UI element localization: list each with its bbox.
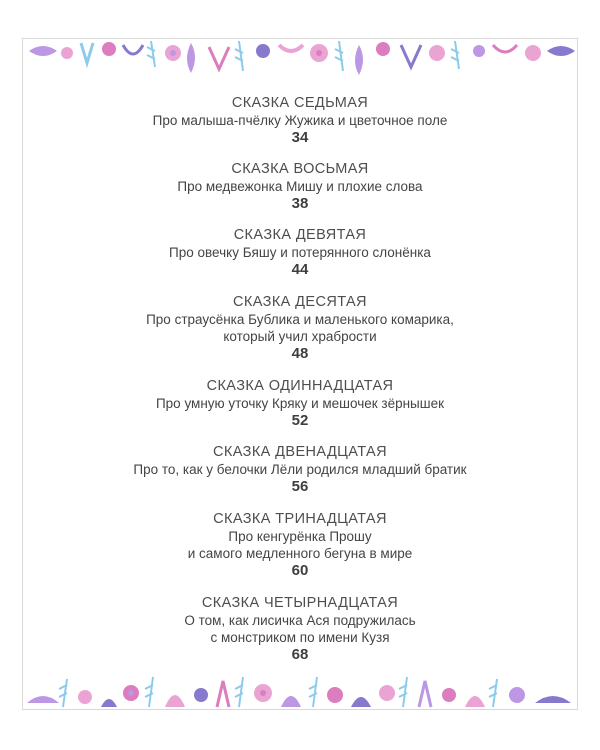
toc-entry-title: СКАЗКА ТРИНАДЦАТАЯ [213,511,387,527]
toc-entry[interactable] [23,378,577,430]
toc-entry-description: Про овечку Бяшу и потерянного слонёнка [169,245,431,260]
toc-entry-page-number: 44 [291,261,309,278]
toc-entry-title: СКАЗКА ДЕВЯТАЯ [233,227,367,243]
toc-entry[interactable] [23,294,577,363]
toc-entry-page-number: 56 [291,478,309,495]
toc-entry-title: СКАЗКА ОДИННАДЦАТАЯ [206,378,394,394]
toc-entry-title: СКАЗКА СЕДЬМАЯ [231,95,369,111]
toc-entry-page-number: 38 [291,195,309,212]
toc-entry-description: Про умную уточку Кряку и мешочек зёрнышек [155,396,445,411]
toc-entry-description: Про страусёнка Бублика и маленького комарика, [146,312,454,327]
toc-entry-page-number: 52 [291,412,309,429]
toc-entry-description: Про кенгурёнка Прошу [228,529,372,544]
toc-entry-description: Про медвежонка Мишу и плохие слова [177,179,423,194]
book-page [22,38,578,710]
floral-border-bottom-icon [23,663,579,709]
toc-entry[interactable] [23,595,577,664]
toc-entry-page-number: 60 [291,562,309,579]
toc-entry-title: СКАЗКА ВОСЬМАЯ [231,161,369,177]
toc-entry-page-number: 68 [291,646,309,663]
floral-border-top-icon [23,39,579,85]
toc-entry[interactable] [23,227,577,279]
toc-entry-title: СКАЗКА ДЕСЯТАЯ [233,294,367,310]
toc-entry-description: и самого медленного бегуна в мире [187,546,413,561]
toc-entry[interactable] [23,444,577,496]
toc-entry-page-number: 34 [291,129,309,146]
toc-entry[interactable] [23,95,577,147]
toc-entry-description: О том, как лисичка Ася подружилась [184,613,416,628]
toc-entry-title: СКАЗКА ЧЕТЫРНАДЦАТАЯ [201,595,399,611]
toc-entry-title: СКАЗКА ДВЕНАДЦАТАЯ [213,444,387,460]
toc-entry-description: Про то, как у белочки Лёли родился младший братик [133,462,467,477]
toc-entry-description: с монстриком по имени Кузя [210,630,390,645]
toc-entry-description: Про малыша-пчёлку Жужика и цветочное поле [152,113,448,128]
toc-entry[interactable] [23,511,577,580]
toc-entry-page-number: 48 [291,345,309,362]
toc-entry-description: который учил храбрости [223,329,377,344]
toc-entry[interactable] [23,161,577,213]
